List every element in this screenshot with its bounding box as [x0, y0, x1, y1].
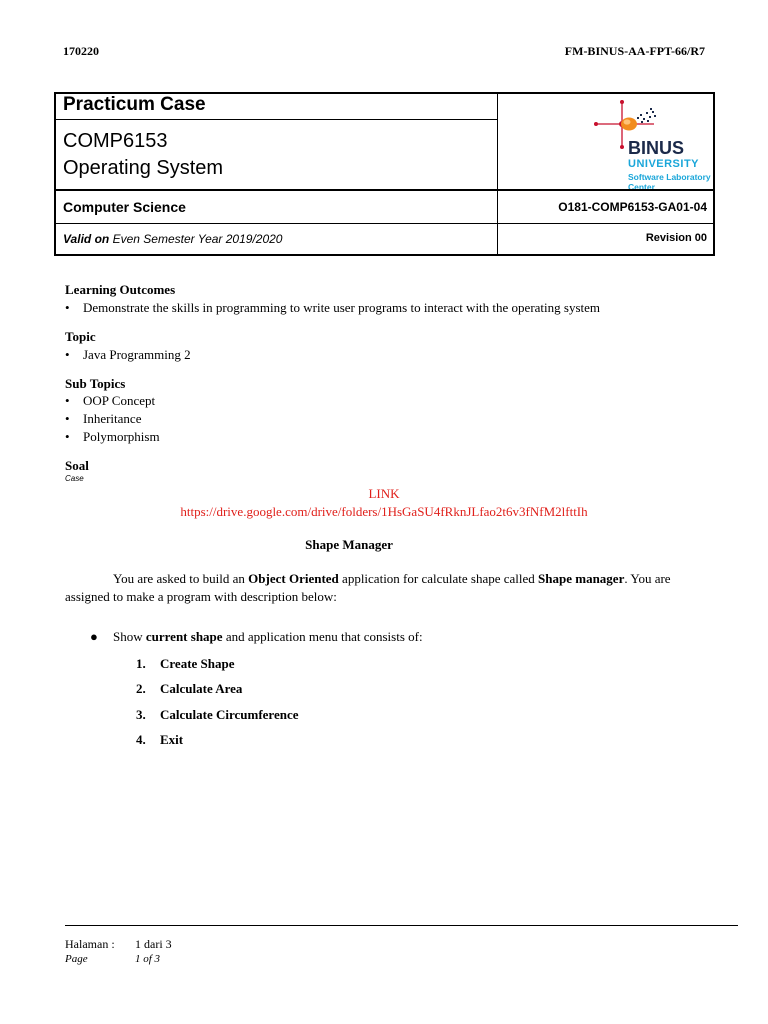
topic-title: Topic	[65, 329, 96, 344]
header-table	[54, 92, 715, 256]
menu-item: 1. Create Shape	[136, 656, 235, 671]
page-label: Halaman :	[65, 937, 115, 951]
logo-university: UNIVERSITY	[628, 158, 700, 170]
course-code: COMP6153	[63, 130, 168, 152]
logo-name: BINUS	[628, 138, 685, 158]
shape-manager-heading: Shape Manager	[305, 537, 393, 552]
menu-item: 4. Exit	[136, 732, 184, 747]
form-code: FM-BINUS-AA-FPT-66/R7	[564, 44, 705, 58]
list-item: • Inheritance	[65, 411, 142, 426]
footer-divider	[65, 925, 738, 926]
soal-case: Case	[65, 474, 84, 483]
soal-title: Soal	[65, 458, 89, 473]
subtopics-title: Sub Topics	[65, 376, 126, 391]
logo-line-1: Software Laboratory	[628, 172, 711, 182]
list-item: • Polymorphism	[65, 429, 160, 444]
doc-number: 170220	[63, 44, 99, 58]
list-item: • Java Programming 2	[65, 347, 191, 362]
list-item: • Demonstrate the skills in programming to write user programs to interact with the operating system	[65, 300, 600, 315]
menu-intro: ● Show current shape and application menu that consists of:	[90, 629, 423, 644]
validity-row	[56, 223, 713, 254]
department-row	[56, 189, 713, 223]
page-value-en: 1 of 3	[135, 953, 161, 965]
document-code: O181-COMP6153-GA01-04	[558, 200, 707, 214]
list-item: • OOP Concept	[65, 393, 156, 408]
logo-cell	[498, 94, 715, 192]
logo-line-2: Center	[628, 182, 655, 192]
menu-item: 3. Calculate Circumference	[136, 707, 299, 722]
learning-outcomes-title: Learning Outcomes	[65, 282, 176, 297]
course-name: Operating System	[63, 157, 224, 179]
link-label: LINK	[368, 486, 400, 501]
binus-logo	[592, 100, 732, 192]
valid-label: Valid on	[63, 232, 110, 246]
page-label-en: Page	[65, 953, 88, 965]
course-cell	[56, 120, 498, 189]
title-cell	[56, 94, 498, 120]
page-value: 1 dari 3	[135, 937, 172, 951]
department-name: Computer Science	[63, 199, 186, 215]
drive-link[interactable]: https://drive.google.com/drive/folders/1HsGaSU4fRknJLfao2t6v3fNfM2lfttIh	[180, 504, 588, 519]
practicum-title: Practicum Case	[63, 94, 206, 115]
description-paragraph: You are asked to build an Object Oriented application for calculate shape called Shape manager. You are assigned to make a program with description below:	[65, 571, 671, 604]
menu-item: 2. Calculate Area	[136, 681, 243, 696]
valid-value: Even Semester Year 2019/2020	[112, 232, 283, 246]
revision: Revision 00	[645, 232, 707, 244]
